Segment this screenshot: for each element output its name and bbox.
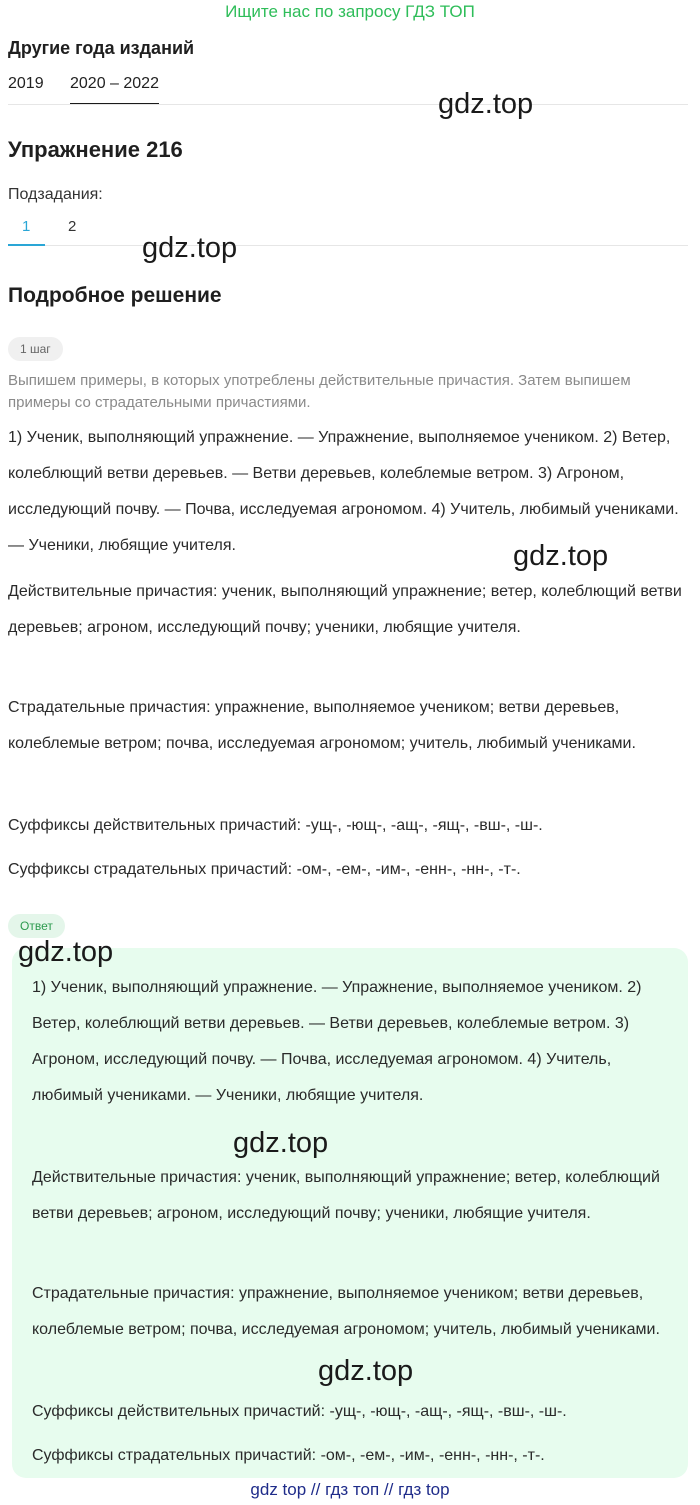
answer-paragraph: 1) Ученик, выполняющий упражнение. — Упражнение, выполняемое учеником. 2) Ветер, колеблющий ветви деревьев. — Ветви деревьев, колеблемые ветром. 3) Агроном, исследующий почву. — Почва, исследуемая агрономом. 4) Учитель, любимый учениками. — Ученики, любящие учителя.: [32, 979, 642, 1104]
divider: [8, 104, 688, 105]
solution-paragraph: Действительные причастия: ученик, выполняющий упражнение; ветер, колеблющий ветви деревьев; агроном, исследующий почву; ученики, любящие учителя.: [8, 583, 682, 636]
step-badge: 1 шаг: [8, 337, 63, 361]
watermark: gdz.top: [18, 936, 114, 968]
subtask-tab-2[interactable]: 2: [68, 218, 77, 235]
watermark: gdz.top: [318, 1355, 414, 1387]
subtasks-label: Подзадания:: [8, 186, 103, 203]
solution-intro: Выпишем примеры, в которых употреблены действительные причастия. Затем выпишем примеры со страдательными причастиями.: [8, 372, 631, 411]
year-tab-2019[interactable]: 2019: [8, 75, 44, 92]
search-banner: Ищите нас по запросу ГДЗ ТОП: [225, 2, 475, 21]
solution-paragraph: Суффиксы действительных причастий: -ущ-, -ющ-, -ащ-, -ящ-, -вш-, -ш-.: [8, 817, 543, 834]
year-tab-2020-2022[interactable]: 2020 – 2022: [70, 75, 159, 105]
watermark: gdz.top: [142, 232, 238, 264]
solution-paragraph: Страдательные причастия: упражнение, выполняемое учеником; ветви деревьев, колеблемые ветром; почва, исследуемая агрономом; учитель, любимый учениками.: [8, 699, 636, 752]
active-tab-indicator: [8, 244, 45, 246]
answer-paragraph: Суффиксы действительных причастий: -ущ-, -ющ-, -ащ-, -ящ-, -вш-, -ш-.: [32, 1403, 567, 1420]
solution-paragraph: 1) Ученик, выполняющий упражнение. — Упражнение, выполняемое учеником. 2) Ветер, колеблющий ветви деревьев. — Ветви деревьев, колеблемые ветром. 3) Агроном, исследующий почву. — Почва, исследуемая агрономом. 4) Учитель, любимый учениками. — Ученики, любящие учителя.: [8, 429, 679, 554]
solution-paragraph: Суффиксы страдательных причастий: -ом-, -ем-, -им-, -енн-, -нн-, -т-.: [8, 861, 521, 878]
footer-links[interactable]: gdz top // гдз топ // гдз top: [250, 1480, 450, 1499]
answer-paragraph: Действительные причастия: ученик, выполняющий упражнение; ветер, колеблющий ветви деревьев; агроном, исследующий почву; ученики, любящие учителя.: [32, 1169, 660, 1222]
watermark: gdz.top: [513, 540, 609, 572]
watermark: gdz.top: [438, 88, 534, 120]
other-years-title: Другие года изданий: [8, 38, 195, 58]
subtask-tab-1[interactable]: 1: [22, 218, 31, 235]
exercise-title: Упражнение 216: [8, 137, 183, 162]
answer-badge: Ответ: [8, 914, 65, 938]
answer-paragraph: Страдательные причастия: упражнение, выполняемое учеником; ветви деревьев, колеблемые ветром; почва, исследуемая агрономом; учитель, любимый учениками.: [32, 1285, 660, 1338]
solution-title: Подробное решение: [8, 284, 222, 307]
answer-paragraph: Суффиксы страдательных причастий: -ом-, -ем-, -им-, -енн-, -нн-, -т-.: [32, 1447, 545, 1464]
watermark: gdz.top: [233, 1127, 329, 1159]
divider: [8, 245, 688, 246]
